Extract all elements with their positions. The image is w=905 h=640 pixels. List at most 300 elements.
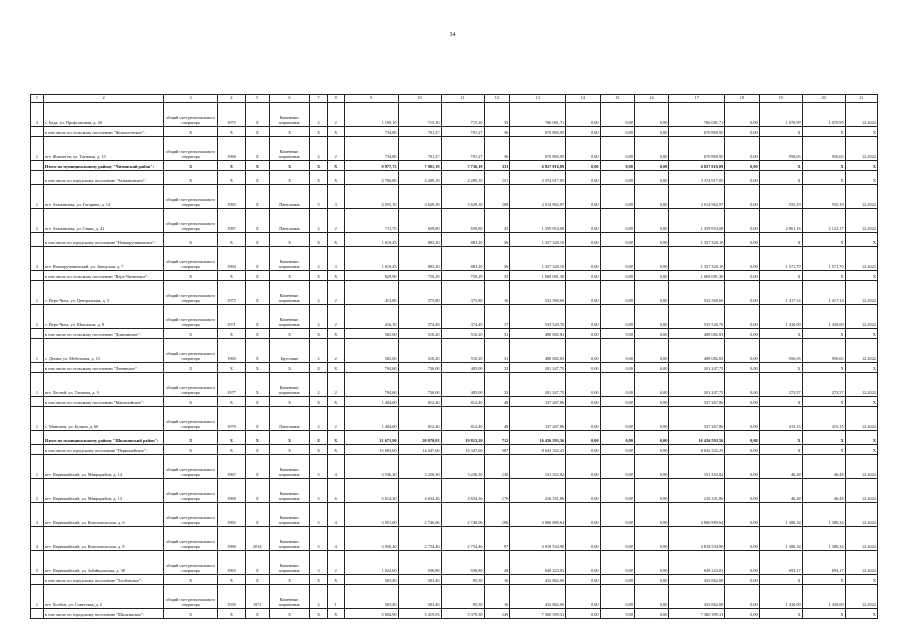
table-cell: 2 746,06 (441, 503, 484, 527)
table-cell: 0,00 (600, 527, 634, 551)
table-cell: 0,00 (634, 431, 668, 445)
table-cell: 374,49 (441, 305, 484, 329)
table-cell: 2 (327, 103, 344, 127)
building-row (31, 339, 878, 363)
table-cell: 0,00 (725, 247, 759, 271)
table-cell: 0,00 (634, 551, 668, 575)
table-cell: 0,00 (566, 185, 600, 209)
table-cell: Х (164, 329, 218, 339)
table-cell: Х (759, 161, 802, 171)
table-cell: 0,00 (725, 397, 759, 407)
table-cell: 485,00 (441, 373, 484, 397)
table-cell: 3 (31, 247, 44, 271)
table-cell: 1 022,60 (344, 551, 398, 575)
table-cell: Х (245, 305, 269, 329)
table-cell: Х (245, 479, 269, 503)
table-cell: 1 (31, 407, 44, 431)
table-cell: 1 (31, 455, 44, 479)
table-cell: 0,00 (600, 281, 634, 305)
table-cell: 1982 (218, 503, 246, 527)
table-cell: 715,30 (398, 103, 441, 127)
table-cell: 0,00 (566, 503, 600, 527)
table-cell: 0,00 (566, 247, 600, 271)
table-cell: 883,20 (398, 247, 441, 271)
table-cell: 956,65 (759, 339, 802, 363)
table-cell: 0,00 (634, 281, 668, 305)
table-cell: Х (327, 271, 344, 281)
table-cell: 2 (327, 209, 344, 233)
table-cell: 2 (310, 281, 327, 305)
table-cell: Х (845, 329, 877, 339)
table-cell: Х (218, 233, 246, 247)
table-cell: 1968 (218, 137, 246, 161)
table-cell: 0,00 (600, 431, 634, 445)
subtotal-row (31, 431, 878, 445)
table-cell: Х (164, 431, 218, 445)
table-cell: 7 360 399,31 (669, 609, 725, 619)
table-cell: 3 629,30 (441, 185, 484, 209)
table-cell: 0,00 (725, 171, 759, 185)
table-cell: 535 520,70 (669, 305, 725, 329)
table-cell: 36 (484, 233, 510, 247)
table-cell: 956,65 (759, 137, 802, 161)
table-cell: Х (269, 271, 310, 281)
table-cell: 2 123,17 (802, 209, 845, 233)
table-cell: 2 (327, 339, 344, 363)
table-cell: 0,00 (600, 329, 634, 339)
table-cell: Х (845, 171, 877, 185)
table-cell: 1 (31, 137, 44, 161)
table-cell: Х (845, 397, 877, 407)
table-cell: 0,00 (634, 171, 668, 185)
table-cell: 3 806 889,64 (669, 503, 725, 527)
table-cell: 1968 (218, 479, 246, 503)
table-cell: Х (802, 233, 845, 247)
table-cell: 216 331,86 (510, 479, 566, 503)
building-row (31, 455, 878, 479)
table-cell: 0,00 (634, 397, 668, 407)
table-cell: 0,00 (566, 233, 600, 247)
column-number: 16 (634, 95, 668, 103)
table-cell: 0,00 (600, 185, 634, 209)
table-cell: 3 (31, 503, 44, 527)
table-cell: 201 247,75 (669, 373, 725, 397)
table-cell: Х (310, 575, 327, 585)
table-cell: Х (327, 329, 344, 339)
table-cell: Х (218, 363, 246, 373)
table-cell: 3 (31, 103, 44, 127)
table-cell: 374,49 (398, 305, 441, 329)
table-cell: Х (327, 609, 344, 619)
table-cell: 2 (310, 209, 327, 233)
table-cell: 108 (484, 185, 510, 209)
table-cell: 5 (310, 185, 327, 209)
table-cell: Х (269, 397, 310, 407)
table-cell: 0,00 (725, 185, 759, 209)
table-cell: Х (245, 551, 269, 575)
subtotal-row (31, 233, 878, 247)
table-cell: 0,00 (634, 527, 668, 551)
table-cell: общий счет регионального оператора (164, 305, 218, 329)
table-cell: 303,40 (398, 585, 441, 609)
column-number: 9 (344, 95, 398, 103)
table-cell: 750,29 (441, 271, 484, 281)
table-cell: 1983 (218, 185, 246, 209)
table-cell: 2 (327, 407, 344, 431)
table-cell: 659,80 (441, 209, 484, 233)
building-row (31, 585, 878, 609)
table-cell: 485,00 (441, 363, 484, 373)
table-cell (31, 431, 44, 445)
table-cell: 883,20 (398, 233, 441, 247)
table-cell: 701,27 (398, 137, 441, 161)
table-cell: Х (269, 161, 310, 171)
table-cell: 0,00 (725, 363, 759, 373)
table-cell: Х (269, 171, 310, 185)
table-cell: 1 357 320,10 (669, 233, 725, 247)
table-cell: 1969 (218, 339, 246, 363)
table-cell: 670 869,95 (510, 137, 566, 161)
table-cell: 337 267,86 (510, 397, 566, 407)
table-cell: 510,20 (398, 339, 441, 363)
table-cell: 46,48 (759, 455, 802, 479)
table-cell: 0,00 (634, 247, 668, 271)
table-cell: Х (245, 185, 269, 209)
table-cell: 303,40 (398, 575, 441, 585)
table-cell: 14 347,60 (441, 445, 484, 455)
table-cell: 2 (327, 373, 344, 397)
table-cell: 510,20 (441, 339, 484, 363)
table-cell: 4 055,10 (344, 185, 398, 209)
table-cell: общий счет регионального оператора (164, 479, 218, 503)
table-cell: 693,17 (759, 551, 802, 575)
table-cell: 2 (327, 551, 344, 575)
table-cell: Итого по муниципальному району "Шилкинский район": (43, 431, 163, 445)
table-cell: 0,00 (600, 209, 634, 233)
table-cell: 510,20 (441, 329, 484, 339)
table-cell: в том числе по городскому поселению "Первомайское": (43, 445, 163, 455)
table-cell: 9 977,75 (344, 161, 398, 171)
table-cell: 201 247,75 (510, 373, 566, 397)
table-cell: Х (759, 271, 802, 281)
table-cell: 0,00 (600, 479, 634, 503)
table-cell: 12.2022 (845, 339, 877, 363)
table-cell: 0,00 (566, 585, 600, 609)
table-cell: общий счет регионального оператора (164, 373, 218, 397)
table-cell: Каменные, кирпичные (269, 551, 310, 575)
subtotal-row (31, 171, 878, 185)
table-cell: 201 247,75 (669, 363, 725, 373)
table-cell: 15 683,60 (344, 445, 398, 455)
table-cell: 1 357 320,10 (669, 247, 725, 271)
table-cell: 20 070,03 (398, 431, 441, 445)
table-cell: Х (164, 161, 218, 171)
table-cell: 35 (484, 103, 510, 127)
table-cell: 303,40 (344, 575, 398, 585)
page-number: 34 (449, 32, 456, 38)
building-row (31, 247, 878, 271)
table-cell (31, 575, 44, 585)
table-cell: 2 (310, 373, 327, 397)
table-cell: Х (802, 329, 845, 339)
table-cell: 2 (327, 281, 344, 305)
building-row (31, 209, 878, 233)
table-cell: Каменные, кирпичные (269, 479, 310, 503)
table-cell: 693,17 (802, 551, 845, 575)
table-cell: 0,00 (725, 551, 759, 575)
table-cell: Каменные, кирпичные (269, 305, 310, 329)
table-cell: 0,00 (600, 585, 634, 609)
table-cell: 7 360 399,31 (510, 609, 566, 619)
table-cell: 0,00 (634, 161, 668, 171)
table-cell: Х (802, 575, 845, 585)
table-cell: Х (245, 127, 269, 137)
table-cell: 0,00 (600, 233, 634, 247)
table-cell: 794,60 (344, 373, 398, 397)
table-cell: Х (327, 575, 344, 585)
table-cell: 12.2022 (845, 185, 877, 209)
column-number: 2 (43, 95, 163, 103)
table-cell: 1 (31, 339, 44, 363)
table-cell: 0,00 (725, 103, 759, 127)
building-row (31, 407, 878, 431)
table-cell: Х (327, 161, 344, 171)
table-cell: 0,00 (566, 161, 600, 171)
subtotal-row (31, 271, 878, 281)
table-cell: Х (845, 127, 877, 137)
column-number: 20 (802, 95, 845, 103)
table-cell: 1 359 954,08 (669, 209, 725, 233)
table-cell: 0,00 (566, 281, 600, 305)
table-cell: 2 754,46 (441, 527, 484, 551)
table-cell: 6 (327, 479, 344, 503)
table-cell: 12.2022 (845, 103, 877, 127)
table-cell: пгт. Первомайский, ул. Забайкальская, д. 38 (43, 551, 163, 575)
table-cell: 936,80 (398, 551, 441, 575)
table-cell: Х (327, 445, 344, 455)
table-cell: пгт. Атамановка, ул. Гагарина, д. 14 (43, 185, 163, 209)
table-cell: Х (759, 575, 802, 585)
table-cell: 1975 (218, 281, 246, 305)
table-cell: 3 (327, 185, 344, 209)
column-number: 8 (327, 95, 344, 103)
table-cell: 1 571,70 (802, 247, 845, 271)
table-cell: 2014 (245, 527, 269, 551)
table-cell: 736,00 (398, 373, 441, 397)
table-cell: 812,40 (441, 397, 484, 407)
table-cell: 46,48 (759, 479, 802, 503)
table-cell: 1939 (218, 585, 246, 609)
building-row (31, 185, 878, 209)
subtotal-row (31, 127, 878, 137)
table-cell: 488 082,83 (669, 339, 725, 363)
table-cell: 2 (310, 585, 327, 609)
table-cell: 433 862,00 (510, 575, 566, 585)
table-cell: 0,00 (600, 407, 634, 431)
table-cell: 2 754,46 (398, 527, 441, 551)
table-cell: Х (245, 363, 269, 373)
table-cell: 5 014,30 (344, 479, 398, 503)
column-number: 17 (669, 95, 725, 103)
subtotal-row (31, 329, 878, 339)
column-number: 18 (725, 95, 759, 103)
table-cell: Х (310, 271, 327, 281)
table-cell: 413,80 (344, 281, 398, 305)
table-cell: 0,00 (566, 271, 600, 281)
table-cell: в том числе по городскому поселению "Холбонское": (43, 575, 163, 585)
table-cell: 4 289,10 (398, 171, 441, 185)
table-cell: Х (759, 127, 802, 137)
table-cell: 0,00 (600, 363, 634, 373)
table-cell: Х (845, 161, 877, 171)
table-cell: Х (164, 127, 218, 137)
table-cell: 0,00 (634, 503, 668, 527)
table-cell: 1971 (218, 305, 246, 329)
table-cell: 1967 (218, 455, 246, 479)
table-cell: 0,00 (566, 407, 600, 431)
table-cell: 1 417,14 (802, 281, 845, 305)
table-cell: 149 (484, 609, 510, 619)
table-cell: 0,00 (566, 103, 600, 127)
table-cell: Х (269, 431, 310, 445)
table-cell: 0,00 (566, 445, 600, 455)
table-cell: 488 082,83 (510, 339, 566, 363)
table-cell: Х (245, 339, 269, 363)
table-cell: Х (218, 431, 246, 445)
building-row (31, 503, 878, 527)
table-cell: Х (245, 103, 269, 127)
table-cell: 48 (484, 407, 510, 431)
table-cell: Х (164, 445, 218, 455)
table-cell: 8 643 332,25 (510, 445, 566, 455)
table-cell: 1 169,10 (344, 103, 398, 127)
table-cell: 0,00 (634, 373, 668, 397)
table-cell: Х (802, 609, 845, 619)
table-cell: 2 (327, 137, 344, 161)
table-cell: Х (759, 431, 802, 445)
table-cell: 1 619,45 (344, 247, 398, 271)
table-cell: 36 (484, 247, 510, 271)
table-cell: Х (310, 161, 327, 171)
table-cell: Каменные, кирпичные (269, 527, 310, 551)
column-number: 13 (510, 95, 566, 103)
table-cell: Х (164, 171, 218, 185)
table-cell: пгт. Жипхеген, ул. Таежная, д. 15 (43, 137, 163, 161)
table-cell: 0,00 (634, 575, 668, 585)
table-cell: 0,00 (566, 127, 600, 137)
table-cell: 0,00 (600, 271, 634, 281)
table-cell: Брусовые (269, 339, 310, 363)
table-cell: Х (310, 363, 327, 373)
table-cell: 956,65 (802, 339, 845, 363)
table-cell: Х (245, 233, 269, 247)
table-cell: 0,00 (600, 305, 634, 329)
subtotal-row (31, 397, 878, 407)
table-cell: 12.2022 (845, 209, 877, 233)
table-cell: 0,00 (725, 161, 759, 171)
table-cell: Х (845, 431, 877, 445)
table-cell: Х (327, 233, 344, 247)
table-cell: 1979 (218, 407, 246, 431)
table-cell: 0,00 (566, 363, 600, 373)
table-cell: Х (164, 609, 218, 619)
table-cell: 46,48 (802, 455, 845, 479)
table-cell: Х (245, 271, 269, 281)
table-cell: 649 223,03 (669, 551, 725, 575)
table-cell: 734,80 (344, 127, 398, 137)
table-cell: Х (327, 363, 344, 373)
table-cell: 1 068 081,30 (510, 271, 566, 281)
table-cell: 12.2022 (845, 585, 877, 609)
table-cell: 0,00 (600, 609, 634, 619)
table-cell: 0,00 (600, 161, 634, 171)
table-cell: 956,65 (802, 137, 845, 161)
table-cell: 0,00 (725, 233, 759, 247)
table-cell: Х (245, 609, 269, 619)
table-cell: с. Домна, ул. Мебельная, д. 15 (43, 339, 163, 363)
table-cell: 812,40 (398, 407, 441, 431)
table-cell: 3 629,30 (398, 185, 441, 209)
table-cell: 936,80 (441, 551, 484, 575)
table-cell: 0,00 (725, 527, 759, 551)
table-cell: 0,00 (566, 137, 600, 161)
table-cell: 488 082,83 (669, 329, 725, 339)
table-cell: Х (218, 329, 246, 339)
table-cell: 16 (484, 575, 510, 585)
table-cell: в том числе по сельскому поселению "Жипхегенское": (43, 127, 163, 137)
table-cell: 0,00 (566, 373, 600, 397)
table-cell: 6 827 016,89 (510, 161, 566, 171)
column-number: 12 (484, 95, 510, 103)
table-cell: 16 436 593,56 (669, 431, 725, 445)
table-cell: 0,00 (600, 397, 634, 407)
table-cell: 416,10 (344, 305, 398, 329)
table-cell: общий счет регионального оператора (164, 503, 218, 527)
table-cell: 0,00 (634, 363, 668, 373)
table-cell: Х (269, 609, 310, 619)
table-cell: Х (218, 445, 246, 455)
table-cell: 5 379,30 (441, 609, 484, 619)
table-cell: 337 267,86 (669, 397, 725, 407)
table-cell: 0,00 (566, 171, 600, 185)
table-cell: 4 289,10 (441, 171, 484, 185)
table-cell: общий счет регионального оператора (164, 209, 218, 233)
table-cell (31, 171, 44, 185)
table-cell: Х (759, 397, 802, 407)
subtotal-row (31, 445, 878, 455)
table-cell: Х (218, 397, 246, 407)
table-cell: 2 746,06 (398, 503, 441, 527)
table-cell: 1 386,34 (759, 503, 802, 527)
table-cell: Каменные, кирпичные (269, 281, 310, 305)
table-cell: 0,00 (566, 551, 600, 575)
table-cell: Х (245, 329, 269, 339)
table-cell: 1977 (218, 373, 246, 397)
table-cell: общий счет регионального оператора (164, 137, 218, 161)
table-cell: 2 (310, 407, 327, 431)
table-cell: 33 (484, 373, 510, 397)
table-cell: 17 (484, 305, 510, 329)
table-cell: 85,30 (441, 585, 484, 609)
table-cell: 0,00 (725, 479, 759, 503)
table-cell: 33 (484, 363, 510, 373)
table-cell: 3 818 534,90 (669, 527, 725, 551)
table-cell: 337 267,86 (510, 407, 566, 431)
table-cell: Х (845, 609, 877, 619)
table-cell: Х (164, 271, 218, 281)
table-cell: 0,00 (600, 575, 634, 585)
capital-repair-table (30, 94, 878, 619)
